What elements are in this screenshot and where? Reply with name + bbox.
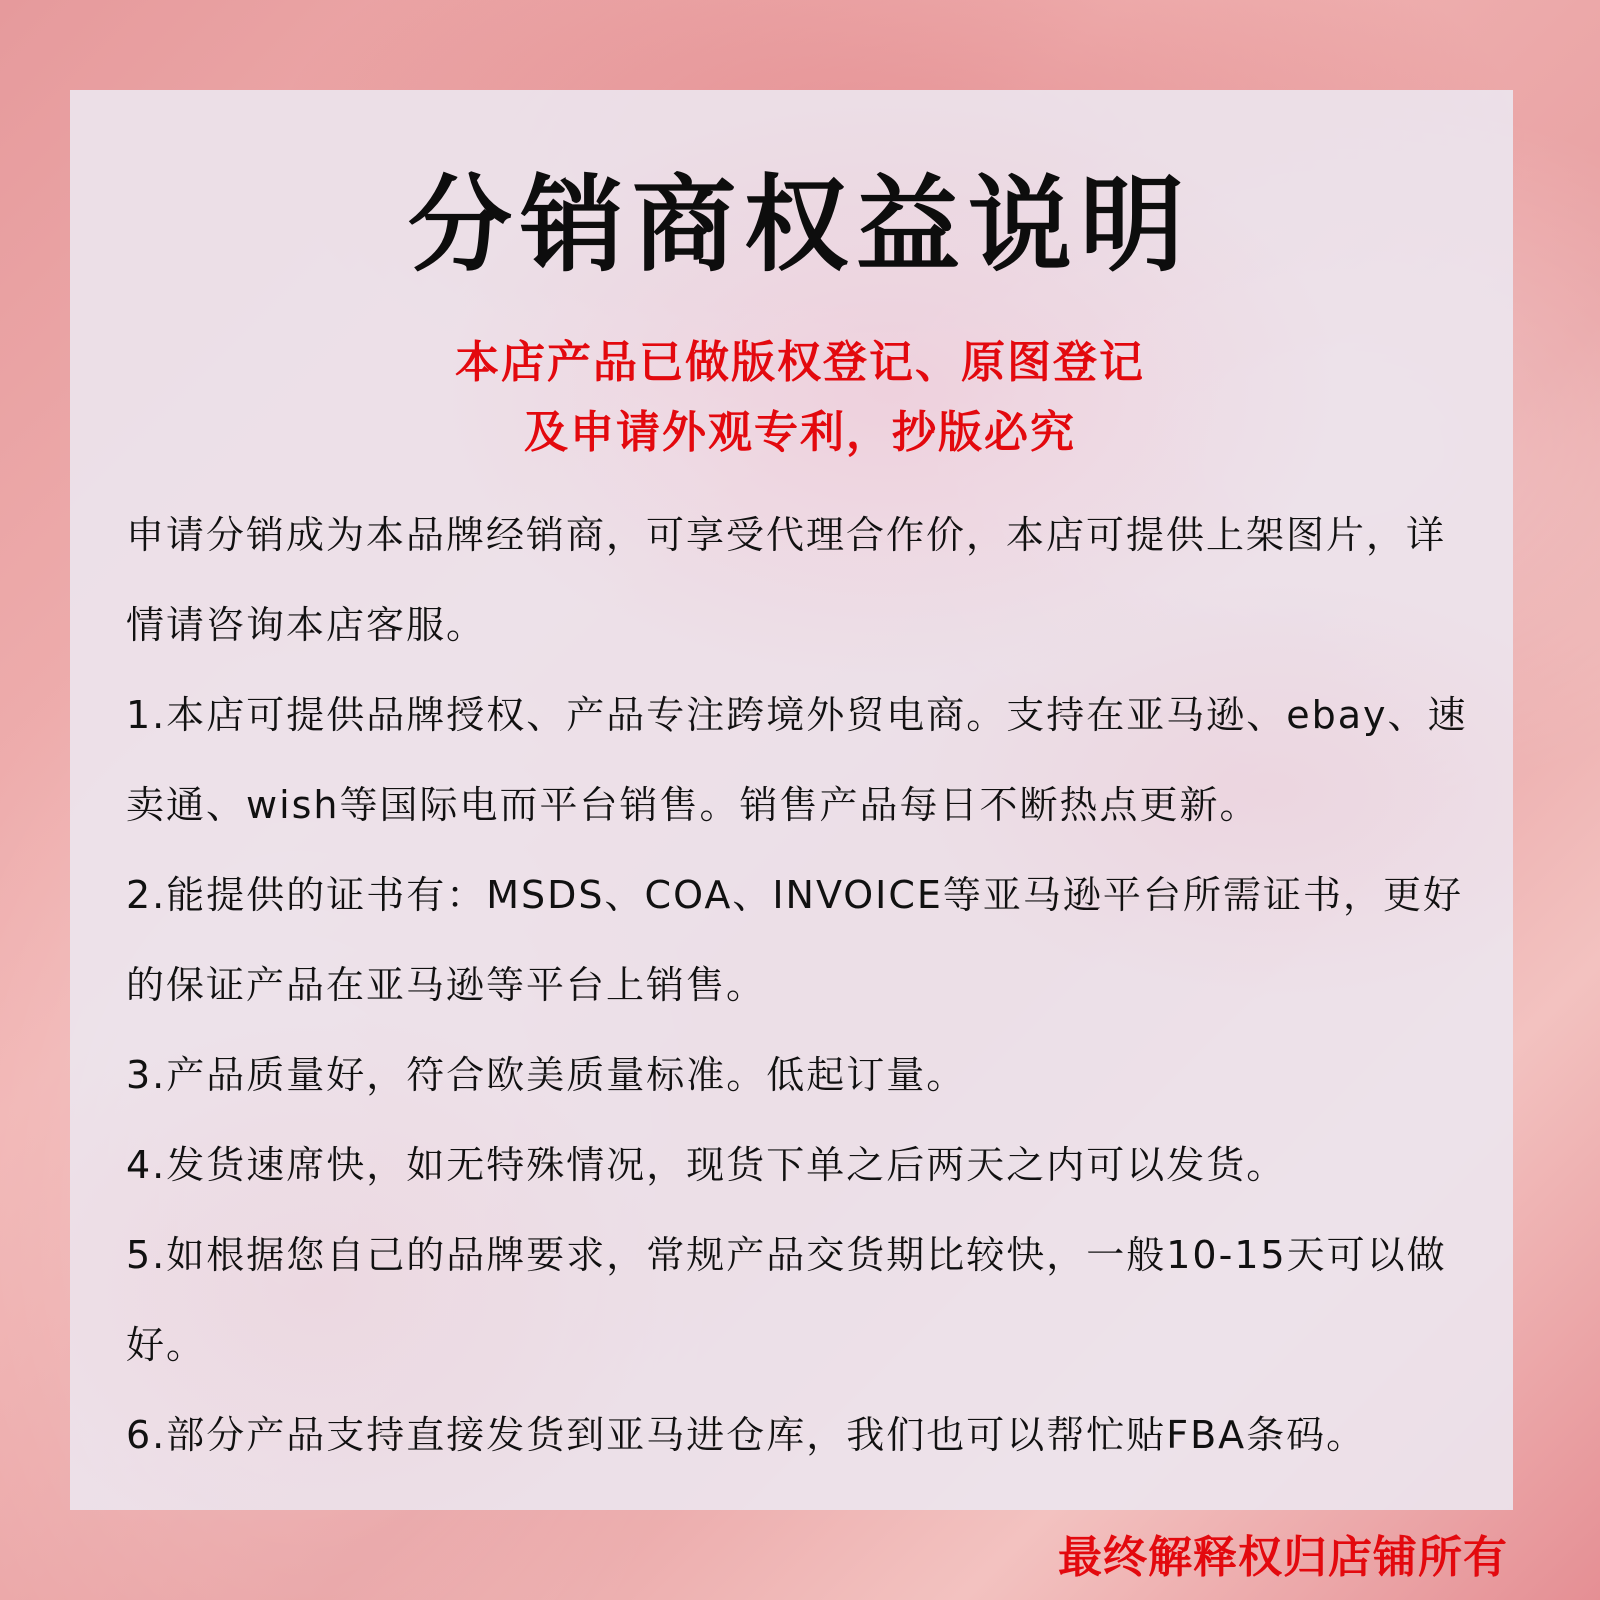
benefit-item-3: 3.产品质量好，符合欧美质量标准。低起订量。 — [126, 1053, 967, 1097]
benefit-item-2: 2.能提供的证书有：MSDS、COA、INVOICE等亚马逊平台所需证书，更好的保证产品在亚马逊等平台上销售。 — [126, 873, 1463, 1007]
benefits-list — [126, 490, 1476, 1480]
benefit-item-1: 1.本店可提供品牌授权、产品专注跨境外贸电商。支持在亚马逊、ebay、速卖通、wish等国际电而平台销售。销售产品每日不断热点更新。 — [126, 693, 1468, 827]
benefit-item-5: 5.如根据您自己的品牌要求，常规产品交货期比较快，一般10-15天可以做好。 — [126, 1233, 1447, 1367]
copyright-notice-line-1: 本店产品已做版权登记、原图登记 — [455, 337, 1145, 388]
copyright-notice-line-2: 及申请外观专利，抄版必究 — [524, 407, 1076, 458]
intro-paragraph: 申请分销成为本品牌经销商，可享受代理合作价，本店可提供上架图片，详情请咨询本店客服。 — [126, 513, 1447, 647]
footer-disclaimer: 最终解释权归店铺所有 — [1058, 1532, 1508, 1583]
page-title: 分销商权益说明 — [407, 163, 1192, 286]
benefit-item-6: 6.部分产品支持直接发货到亚马进仓库，我们也可以帮忙贴FBA条码。 — [126, 1413, 1367, 1457]
benefit-item-4: 4.发货速席快，如无特殊情况，现货下单之后两天之内可以发货。 — [126, 1143, 1287, 1187]
